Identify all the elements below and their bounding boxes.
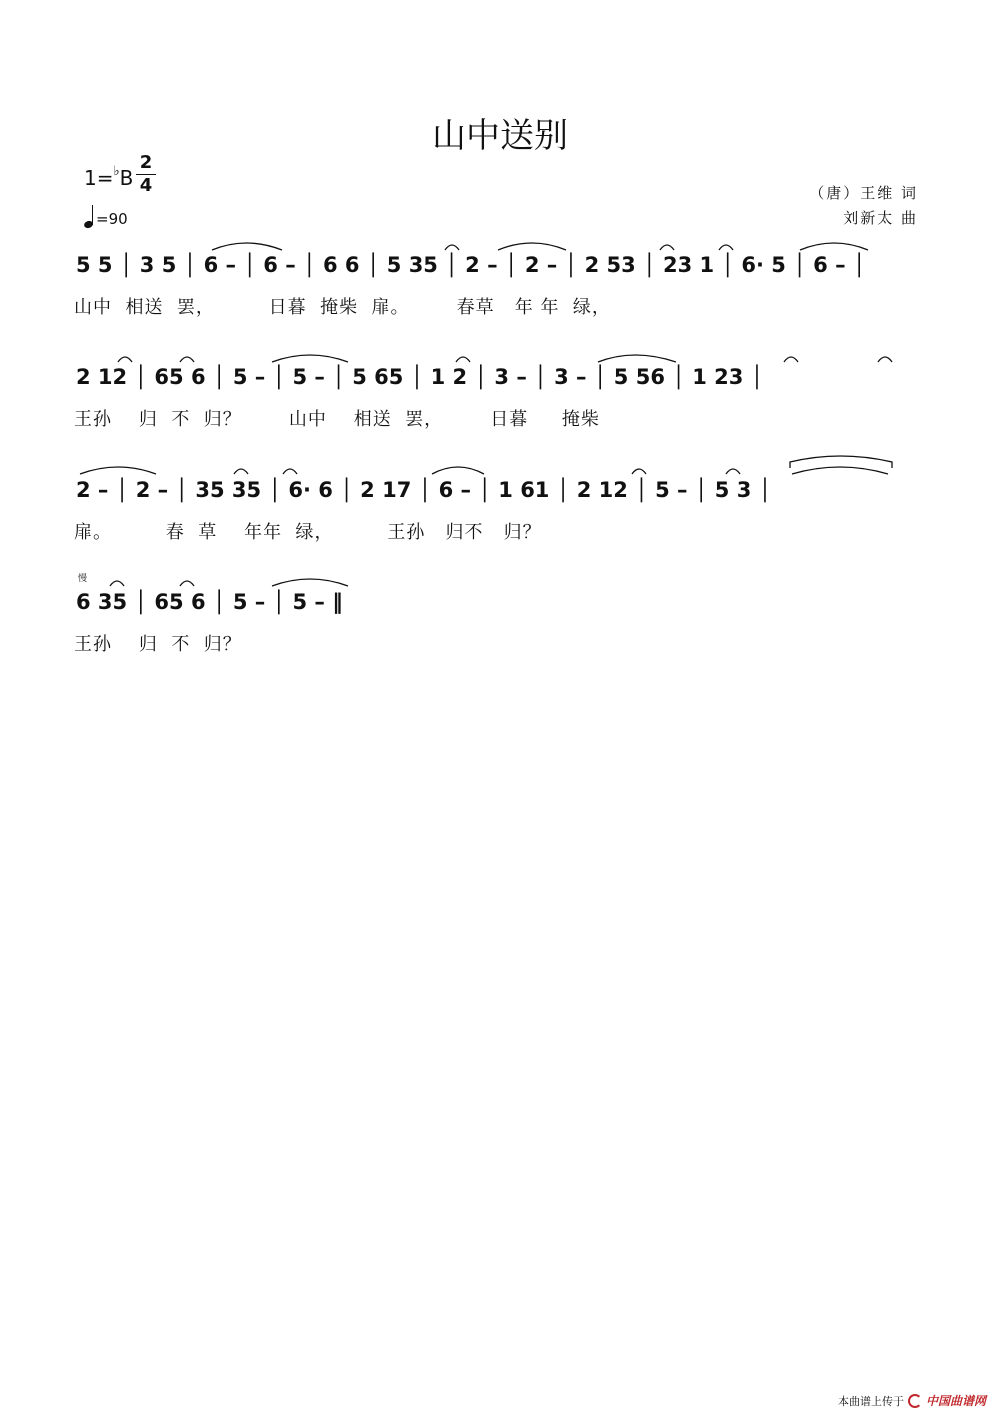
footer-watermark [838,1392,986,1409]
slur-arc [180,581,194,586]
slur-arc [283,469,297,474]
tie-arc [498,243,566,250]
tie-arc [272,355,348,362]
tempo-slow-marking: 慢 [78,574,88,584]
composer-credit: 刘新太 曲 [843,209,918,227]
lyricist-credit: （唐）王维 词 [809,184,918,202]
flat-sign: ♭ [113,164,120,179]
tempo-value: =90 [96,210,128,228]
time-bottom: 4 [139,175,153,196]
slur-arc [118,357,132,362]
slur-arc [632,469,646,474]
lyric-row-4: 王孙 归 不 归？ [74,634,242,655]
slur-arc [234,469,248,474]
tie-arc [272,579,348,586]
tie-arc [80,467,156,474]
slur-arc [110,581,124,586]
slur-arc [660,245,674,250]
slur-arc [180,357,194,362]
notation-row-2: 2 12 │ 65 6 │ 5 – │ 5 – │ 5 65 │ 1 2 │ 3 – │ 3 – │ 5 56 │ 1 23 │ [76,365,764,389]
lyric-row-3: 扉。 春 草 年年 绿， 王孙 归不 归？ [74,522,542,543]
slur-arc [432,467,484,474]
slur-arc [445,245,459,250]
key-label: 1= [84,166,114,190]
lyric-row-1: 山中 相送 罢， 日暮 掩柴 扉。 春草 年 年 绿， [74,297,611,318]
site-logo-icon [908,1394,922,1408]
notation-row-4: 6 35 │ 65 6 │ 5 – │ 5 – ‖ [76,590,343,614]
tie-arc [792,467,888,474]
site-logo-text: 中国曲谱网 [925,1394,986,1408]
footer-text: 本曲谱上传于 [837,1394,904,1408]
slur-arc [726,469,740,474]
key-note: B [119,166,134,190]
slur-arc [719,245,733,250]
slur-arc [456,357,470,362]
page-title: 山中送别 [432,116,568,156]
tie-arc [598,355,676,362]
slur-arc [800,243,868,250]
slur-overlay [0,0,1000,700]
notation-row-1: 5 5 │ 3 5 │ 6 – │ 6 – │ 6 6 │ 5 35 │ 2 – │ 2 – │ 2 53 │ 23 1 │ 6· 5 │ 6 – │ [76,253,866,277]
time-top: 2 [139,152,153,173]
notation-row-3: 2 – │ 2 – │ 35 35 │ 6· 6 │ 2 17 │ 6 – │ 1 61 │ 2 12 │ 5 – │ 5 3 │ [76,478,772,502]
tie-arc [212,243,282,250]
slur-arc [790,456,892,468]
lyric-row-2: 王孙 归 不 归？ 山中 相送 罢， 日暮 掩柴 [74,409,600,430]
slur-arc [784,357,798,362]
slur-arc [878,357,892,362]
